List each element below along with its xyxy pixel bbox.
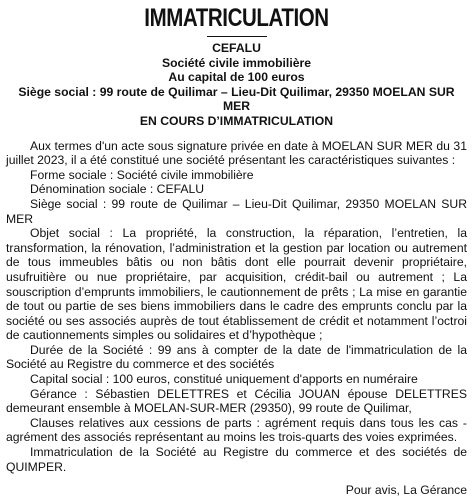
company-type: Société civile immobilière xyxy=(161,55,312,70)
paragraph-duration: Durée de la Société : 99 ans à compter de la date de l'immatriculation de la Société au Registre du commerce et des sociétés xyxy=(6,342,467,372)
paragraph-capital: Capital social : 100 euros, constitué uniquement d'apports en numéraire xyxy=(30,372,418,387)
company-header xyxy=(6,41,467,129)
paragraph-purpose: Objet social : La propriété, la construction, la réparation, l’entretien, la transformation, la rénovation, l’administration et la gestion par location ou autrement de tous immeubles bâtis ou non bâtis dont elle pourrait devenir propriétaire, usufruitière ou nue propriétaire, par acquisition, crédit-bail ou autrement ; La souscription d’emprunts immobiliers, le cautionnement de prêts ; La mise en garantie de tout ou partie de ses biens immobiliers dans le cadre des emprunts conclu par la société ou ses associés auprès de tout établissement de crédit et notamment l’octroi de cautionnements simples ou solidaires et d’hypothèque ; xyxy=(6,226,467,343)
company-seat-line1: Siège social : 99 route de Quilimar – Lieu-Dit Quilimar, 29350 MOELAN SUR xyxy=(18,84,455,99)
registration-status: EN COURS D’IMMATRICULATION xyxy=(139,113,334,128)
paragraph-denomination: Dénomination sociale : CEFALU xyxy=(30,182,205,197)
notice-title: IMMATRICULATION xyxy=(144,4,329,32)
company-capital: Au capital de 100 euros xyxy=(168,70,305,85)
company-seat-line2: MER xyxy=(222,99,251,114)
paragraph-share-transfer: Clauses relatives aux cessions de parts : agrément requis dans tous les cas - agrément des associés représentant au moins les trois-quarts des voies exprimées. xyxy=(6,415,467,445)
paragraph-registration: Immatriculation de la Société au Registre du commerce et des sociétés de QUIMPER. xyxy=(6,445,467,474)
signature: Pour avis, La Gérance xyxy=(345,483,467,498)
paragraph-management: Gérance : Sébastien DELETTRES et Cécilia JOUAN épouse DELETTRES demeurant ensemble à MOELAN-SUR-MER (29350), 99 route de Quilimar, xyxy=(6,386,467,416)
notice-body xyxy=(6,139,467,475)
paragraph-legal-form: Forme sociale : Société civile immobilière xyxy=(30,167,254,182)
company-name: CEFALU xyxy=(212,41,261,55)
paragraph-registered-office: Siège social : 99 route de Quilimar – Lieu-Dit Quilimar, 29350 MOELAN SUR MER xyxy=(6,196,467,226)
paragraph-intro: Aux termes d'un acte sous signature privée en date à MOELAN SUR MER du 31 juillet 2023, il a été constitué une société présentant les caractéristiques suivantes : xyxy=(6,138,467,168)
title-divider xyxy=(207,36,267,37)
